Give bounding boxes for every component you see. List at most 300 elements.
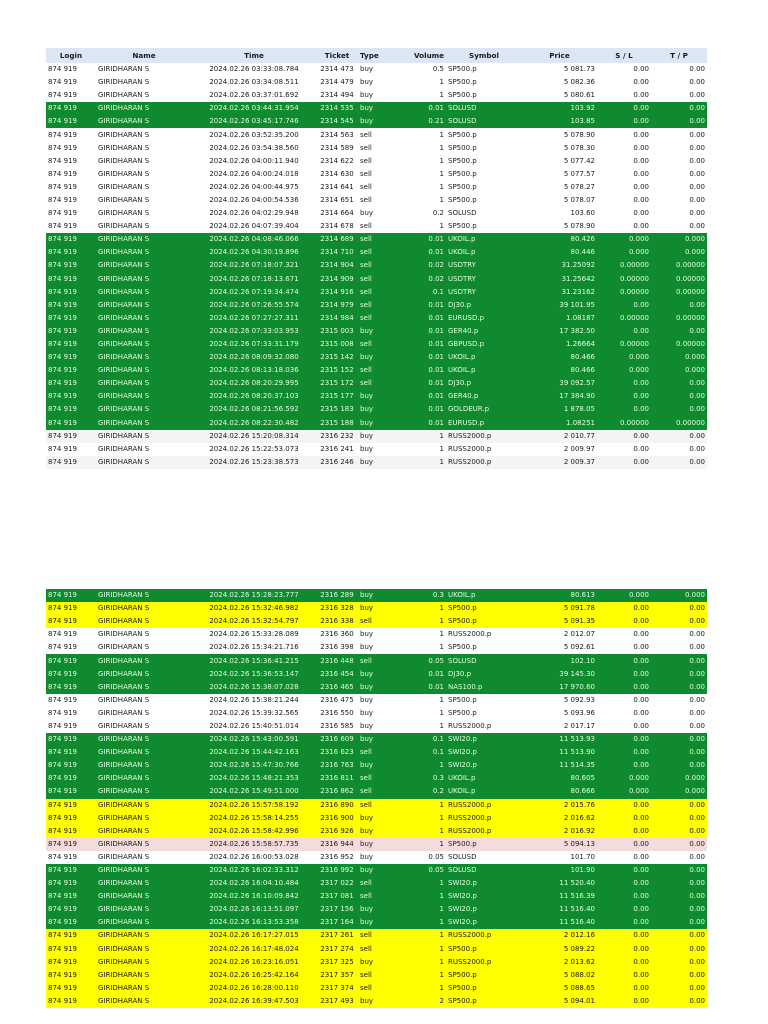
cell-symbol: RUSS2000.p — [446, 929, 522, 942]
cell-price: 2 009.97 — [563, 444, 595, 453]
cell-ticket: 2316 585 — [320, 721, 354, 730]
cell-sl: 0.00 — [597, 825, 651, 838]
table-row — [46, 76, 707, 89]
cell-login: 874 919 — [46, 877, 96, 890]
cell-name: GIRIDHARAN S — [96, 312, 192, 325]
cell-symbol: UKOIL.p — [446, 351, 522, 364]
cell-symbol: GER40.p — [446, 325, 522, 338]
cell-name: GIRIDHARAN S — [96, 246, 192, 259]
cell-price: 2 016.62 — [522, 812, 597, 825]
cell-ticket: 2314 904 — [316, 259, 358, 272]
cell-login: 874 919 — [48, 444, 77, 453]
cell-tp: 0.00 — [689, 143, 705, 152]
cell-ticket: 2316 862 — [316, 785, 358, 798]
cell-ticket: 2316 952 — [320, 852, 354, 861]
cell-symbol: GOLDEUR.p — [446, 403, 522, 416]
cell-time: 2024.02.26 15:22:53.073 — [209, 444, 299, 453]
cell-volume: 1 — [412, 615, 446, 628]
cell-price: 11 516.40 — [522, 903, 597, 916]
cell-price: 5 077.42 — [563, 156, 595, 165]
cell-login: 874 919 — [48, 143, 77, 152]
cell-volume: 1 — [439, 169, 444, 178]
cell-time: 2024.02.26 15:38:21.244 — [209, 695, 299, 704]
cell-symbol: GBPUSD.p — [446, 338, 522, 351]
table-row — [46, 812, 707, 825]
cell-login: 874 919 — [46, 325, 96, 338]
cell-login: 874 919 — [46, 759, 96, 772]
cell-time: 2024.02.26 08:21:56.592 — [192, 403, 316, 416]
table-row — [46, 589, 707, 602]
cell-sl: 0.00000 — [597, 338, 651, 351]
cell-type: sell — [358, 877, 412, 890]
cell-time: 2024.02.26 16:02:33.312 — [192, 864, 316, 877]
cell-type: buy — [358, 759, 412, 772]
cell-volume: 1 — [412, 890, 446, 903]
cell-type: buy — [358, 430, 412, 443]
cell-name: GIRIDHARAN S — [96, 759, 192, 772]
cell-price: 80.613 — [522, 589, 597, 602]
cell-symbol: SP500.p — [448, 182, 477, 191]
cell-symbol: UKOIL.p — [446, 246, 522, 259]
cell-symbol: RUSS2000.p — [448, 721, 492, 730]
cell-volume: 0.01 — [412, 102, 446, 115]
cell-tp: 0.000 — [651, 589, 707, 602]
cell-volume: 1 — [412, 838, 446, 851]
cell-ticket: 2315 183 — [316, 403, 358, 416]
cell-tp: 0.00 — [689, 695, 705, 704]
cell-time: 2024.02.26 15:39:32.565 — [209, 708, 299, 717]
cell-time: 2024.02.26 07:26:55.574 — [192, 299, 316, 312]
cell-symbol: EURUSD.p — [446, 417, 522, 430]
cell-time: 2024.02.26 16:25:42.164 — [192, 969, 316, 982]
cell-price: 80.466 — [522, 351, 597, 364]
cell-name: GIRIDHARAN S — [96, 877, 192, 890]
cell-symbol: SP500.p — [448, 78, 477, 87]
cell-tp: 0.00 — [651, 864, 707, 877]
cell-sl: 0.000 — [597, 351, 651, 364]
cell-ticket: 2316 550 — [320, 708, 354, 717]
cell-sl: 0.00 — [597, 602, 651, 615]
cell-time: 2024.02.26 07:18:07.321 — [192, 259, 316, 272]
cell-ticket: 2315 003 — [316, 325, 358, 338]
cell-time: 2024.02.26 07:27:27.311 — [192, 312, 316, 325]
cell-price: 5 092.61 — [563, 643, 595, 652]
cell-login: 874 919 — [46, 812, 96, 825]
cell-time: 2024.02.26 16:13:53.358 — [192, 916, 316, 929]
cell-type: buy — [358, 903, 412, 916]
cell-price: 11 513.90 — [522, 746, 597, 759]
cell-price: 5 080.61 — [563, 91, 595, 100]
cell-volume: 1 — [412, 812, 446, 825]
cell-type: sell — [358, 943, 412, 956]
cell-login: 874 919 — [48, 852, 77, 861]
cell-ticket: 2314 535 — [316, 102, 358, 115]
cell-symbol: UKOIL.p — [446, 589, 522, 602]
table-row — [46, 877, 707, 890]
cell-ticket: 2316 232 — [316, 430, 358, 443]
cell-login: 874 919 — [46, 377, 96, 390]
cell-price: 5 078.27 — [563, 182, 595, 191]
cell-symbol: SOLUSD — [446, 115, 522, 128]
cell-sl: 0.00 — [597, 430, 651, 443]
cell-volume: 1 — [439, 143, 444, 152]
cell-type: sell — [358, 299, 412, 312]
cell-symbol: SP500.p — [446, 995, 522, 1008]
cell-price: 17 382.50 — [522, 325, 597, 338]
cell-login: 874 919 — [48, 195, 77, 204]
cell-symbol: RUSS2000.p — [446, 456, 522, 469]
cell-time: 2024.02.26 04:00:24.018 — [209, 169, 299, 178]
cell-tp: 0.00 — [689, 130, 705, 139]
cell-tp: 0.00 — [651, 943, 707, 956]
cell-volume: 1 — [412, 969, 446, 982]
table-row — [46, 851, 707, 864]
table-row — [46, 128, 707, 141]
cell-sl: 0.00 — [597, 890, 651, 903]
table-row — [46, 89, 707, 102]
cell-tp: 0.00000 — [651, 259, 707, 272]
header-name: Name — [96, 48, 192, 63]
cell-time: 2024.02.26 15:23:38.573 — [192, 456, 316, 469]
cell-login: 874 919 — [46, 681, 96, 694]
cell-tp: 0.000 — [651, 364, 707, 377]
cell-symbol: SOLUSD — [448, 852, 477, 861]
cell-login: 874 919 — [46, 430, 96, 443]
cell-tp: 0.00 — [689, 182, 705, 191]
cell-price: 80.605 — [522, 772, 597, 785]
cell-type: sell — [358, 969, 412, 982]
table-row — [46, 772, 707, 785]
cell-login: 874 919 — [46, 246, 96, 259]
cell-tp: 0.00 — [651, 403, 707, 416]
cell-volume: 1 — [412, 602, 446, 615]
cell-time: 2024.02.26 08:09:32.080 — [192, 351, 316, 364]
cell-price: 80.426 — [522, 233, 597, 246]
cell-ticket: 2314 979 — [316, 299, 358, 312]
cell-type: buy — [360, 444, 374, 453]
cell-ticket: 2316 246 — [316, 456, 358, 469]
cell-symbol: DJ30.p — [446, 299, 522, 312]
cell-name: GIRIDHARAN S — [96, 929, 192, 942]
cell-sl: 0.000 — [597, 589, 651, 602]
cell-name: GIRIDHARAN S — [96, 838, 192, 851]
cell-symbol: UKOIL.p — [446, 772, 522, 785]
cell-tp: 0.000 — [651, 351, 707, 364]
cell-volume: 1 — [439, 695, 444, 704]
trades-table-top-body — [46, 63, 707, 469]
cell-type: buy — [358, 812, 412, 825]
cell-tp: 0.00 — [651, 956, 707, 969]
cell-login: 874 919 — [48, 91, 77, 100]
cell-type: sell — [358, 654, 412, 667]
cell-ticket: 2314 545 — [316, 115, 358, 128]
cell-symbol: SP500.p — [448, 169, 477, 178]
cell-login: 874 919 — [46, 364, 96, 377]
cell-sl: 0.00 — [633, 130, 649, 139]
cell-price: 101.90 — [522, 864, 597, 877]
cell-type: buy — [358, 102, 412, 115]
cell-time: 2024.02.26 03:54:38.560 — [209, 143, 299, 152]
cell-time: 2024.02.26 16:04:10.484 — [192, 877, 316, 890]
table-row — [46, 903, 707, 916]
cell-name: GIRIDHARAN S — [96, 668, 192, 681]
cell-name: GIRIDHARAN S — [96, 602, 192, 615]
cell-ticket: 2316 338 — [316, 615, 358, 628]
cell-name: GIRIDHARAN S — [98, 721, 150, 730]
cell-price: 31.25642 — [522, 273, 597, 286]
cell-volume: 0.05 — [412, 654, 446, 667]
cell-price: 2 010.77 — [522, 430, 597, 443]
cell-sl: 0.00000 — [597, 273, 651, 286]
table-row — [46, 63, 707, 76]
cell-volume: 0.02 — [412, 273, 446, 286]
cell-ticket: 2314 916 — [316, 286, 358, 299]
cell-name: GIRIDHARAN S — [96, 115, 192, 128]
cell-tp: 0.00 — [651, 615, 707, 628]
cell-type: sell — [360, 156, 372, 165]
cell-time: 2024.02.26 07:18:13.671 — [192, 273, 316, 286]
cell-sl: 0.000 — [597, 364, 651, 377]
cell-name: GIRIDHARAN S — [96, 351, 192, 364]
cell-sl: 0.00 — [633, 721, 649, 730]
cell-tp: 0.00 — [651, 903, 707, 916]
cell-price: 39 101.95 — [522, 299, 597, 312]
cell-symbol: USDTRY — [446, 273, 522, 286]
cell-time: 2024.02.26 15:58:42.996 — [192, 825, 316, 838]
cell-login: 874 919 — [48, 630, 77, 639]
cell-volume: 0.1 — [412, 746, 446, 759]
cell-type: buy — [358, 956, 412, 969]
header-sl: S / L — [597, 48, 651, 63]
cell-login: 874 919 — [48, 209, 77, 218]
cell-volume: 0.3 — [412, 589, 446, 602]
cell-name: GIRIDHARAN S — [96, 259, 192, 272]
cell-name: GIRIDHARAN S — [96, 969, 192, 982]
table-row — [46, 273, 707, 286]
cell-type: sell — [360, 169, 372, 178]
cell-tp: 0.00 — [689, 156, 705, 165]
cell-login: 874 919 — [48, 721, 77, 730]
cell-price: 31.23162 — [522, 286, 597, 299]
cell-tp: 0.00 — [651, 602, 707, 615]
cell-symbol: RUSS2000.p — [446, 799, 522, 812]
cell-name: GIRIDHARAN S — [96, 785, 192, 798]
cell-tp: 0.00 — [689, 721, 705, 730]
table-row — [46, 615, 707, 628]
cell-type: buy — [358, 825, 412, 838]
cell-name: GIRIDHARAN S — [96, 654, 192, 667]
cell-ticket: 2316 398 — [320, 643, 354, 652]
cell-login: 874 919 — [48, 222, 77, 231]
cell-time: 2024.02.26 03:37:01.692 — [209, 91, 299, 100]
table-row — [46, 299, 707, 312]
cell-login: 874 919 — [46, 969, 96, 982]
cell-ticket: 2317 325 — [316, 956, 358, 969]
table-row — [46, 864, 707, 877]
cell-price: 11 516.40 — [522, 916, 597, 929]
cell-time: 2024.02.26 04:00:44.975 — [209, 182, 299, 191]
cell-name: GIRIDHARAN S — [96, 102, 192, 115]
cell-ticket: 2314 479 — [320, 78, 354, 87]
cell-time: 2024.02.26 16:13:51.097 — [192, 903, 316, 916]
cell-tp: 0.00000 — [651, 312, 707, 325]
cell-price: 5 094.13 — [522, 838, 597, 851]
cell-type: buy — [358, 681, 412, 694]
cell-tp: 0.00 — [689, 91, 705, 100]
cell-ticket: 2314 664 — [320, 209, 354, 218]
cell-sl: 0.00 — [633, 156, 649, 165]
cell-sl: 0.00 — [597, 668, 651, 681]
cell-sl: 0.00 — [597, 943, 651, 956]
cell-tp: 0.00 — [651, 681, 707, 694]
cell-type: sell — [358, 312, 412, 325]
cell-tp: 0.00 — [651, 668, 707, 681]
table-row — [46, 456, 707, 469]
table-row — [46, 825, 707, 838]
cell-volume: 1 — [412, 825, 446, 838]
cell-volume: 1 — [439, 78, 444, 87]
cell-volume: 0.01 — [412, 668, 446, 681]
table-row — [46, 668, 707, 681]
cell-symbol: SP500.p — [448, 222, 477, 231]
cell-sl: 0.00 — [633, 209, 649, 218]
cell-volume: 0.1 — [412, 286, 446, 299]
cell-volume: 1 — [439, 708, 444, 717]
cell-name: GIRIDHARAN S — [96, 864, 192, 877]
cell-login: 874 919 — [46, 864, 96, 877]
cell-type: sell — [360, 182, 372, 191]
cell-price: 5 081.73 — [563, 65, 595, 74]
cell-symbol: SWI20.p — [446, 759, 522, 772]
cell-sl: 0.00 — [597, 956, 651, 969]
table-row — [46, 890, 707, 903]
cell-login: 874 919 — [48, 130, 77, 139]
table-row — [46, 417, 707, 430]
cell-login: 874 919 — [48, 156, 77, 165]
cell-time: 2024.02.26 03:52:35.200 — [209, 130, 299, 139]
cell-sl: 0.00 — [633, 630, 649, 639]
cell-tp: 0.00 — [651, 995, 707, 1008]
cell-ticket: 2314 710 — [316, 246, 358, 259]
table-row — [46, 403, 707, 416]
header-volume: Volume — [412, 48, 446, 63]
cell-type: sell — [358, 772, 412, 785]
cell-price: 5 093.96 — [563, 708, 595, 717]
cell-volume: 0.01 — [412, 312, 446, 325]
cell-type: sell — [358, 746, 412, 759]
cell-tp: 0.00 — [689, 630, 705, 639]
cell-time: 2024.02.26 16:10:09.842 — [192, 890, 316, 903]
cell-price: 1 878.05 — [522, 403, 597, 416]
cell-time: 2024.02.26 16:23:16.051 — [192, 956, 316, 969]
trades-table-bottom-body — [46, 589, 707, 1008]
cell-ticket: 2314 909 — [316, 273, 358, 286]
cell-time: 2024.02.26 03:34:08.511 — [209, 78, 299, 87]
table-row — [46, 707, 707, 720]
header-time: Time — [192, 48, 316, 63]
cell-volume: 1 — [412, 956, 446, 969]
trades-table-top — [46, 48, 707, 469]
cell-time: 2024.02.26 15:32:46.982 — [192, 602, 316, 615]
cell-type: buy — [358, 838, 412, 851]
cell-login: 874 919 — [48, 708, 77, 717]
cell-sl: 0.00 — [597, 877, 651, 890]
cell-symbol: SP500.p — [448, 643, 477, 652]
cell-name: GIRIDHARAN S — [96, 325, 192, 338]
cell-symbol: UKOIL.p — [446, 785, 522, 798]
cell-time: 2024.02.26 15:28:23.777 — [192, 589, 316, 602]
cell-login: 874 919 — [46, 602, 96, 615]
cell-symbol: SWI20.p — [446, 916, 522, 929]
cell-tp: 0.00 — [689, 852, 705, 861]
cell-time: 2024.02.26 04:02:29.948 — [209, 209, 299, 218]
cell-time: 2024.02.26 16:28:00.110 — [192, 982, 316, 995]
cell-tp: 0.00 — [651, 969, 707, 982]
cell-symbol: SP500.p — [448, 91, 477, 100]
cell-sl: 0.00 — [633, 643, 649, 652]
cell-login: 874 919 — [46, 351, 96, 364]
cell-time: 2024.02.26 15:36:41.215 — [192, 654, 316, 667]
cell-tp: 0.000 — [651, 246, 707, 259]
cell-type: sell — [358, 785, 412, 798]
cell-time: 2024.02.26 04:08:46.066 — [192, 233, 316, 246]
cell-type: sell — [358, 273, 412, 286]
cell-volume: 1 — [439, 444, 444, 453]
table-row — [46, 969, 707, 982]
cell-login: 874 919 — [46, 838, 96, 851]
cell-volume: 2 — [412, 995, 446, 1008]
cell-sl: 0.00 — [597, 864, 651, 877]
cell-sl: 0.00 — [597, 746, 651, 759]
cell-ticket: 2316 475 — [320, 695, 354, 704]
cell-sl: 0.00 — [597, 995, 651, 1008]
cell-volume: 0.01 — [412, 246, 446, 259]
cell-login: 874 919 — [46, 259, 96, 272]
cell-name: GIRIDHARAN S — [98, 78, 150, 87]
cell-volume: 1 — [412, 456, 446, 469]
cell-login: 874 919 — [46, 785, 96, 798]
table-row — [46, 194, 707, 207]
cell-tp: 0.00000 — [651, 417, 707, 430]
cell-price: 5 094.01 — [522, 995, 597, 1008]
cell-time: 2024.02.26 04:00:54.536 — [209, 195, 299, 204]
cell-volume: 0.01 — [412, 403, 446, 416]
table-row — [46, 181, 707, 194]
cell-name: GIRIDHARAN S — [96, 417, 192, 430]
cell-tp: 0.00 — [651, 102, 707, 115]
table-row — [46, 115, 707, 128]
cell-type: buy — [360, 209, 374, 218]
cell-ticket: 2316 900 — [316, 812, 358, 825]
cell-time: 2024.02.26 04:30:19.896 — [192, 246, 316, 259]
cell-sl: 0.00000 — [597, 286, 651, 299]
cell-symbol: SWI20.p — [446, 746, 522, 759]
cell-ticket: 2316 465 — [316, 681, 358, 694]
cell-name: GIRIDHARAN S — [98, 222, 150, 231]
trades-table-bottom — [46, 589, 707, 1008]
cell-ticket: 2317 164 — [316, 916, 358, 929]
cell-name: GIRIDHARAN S — [96, 364, 192, 377]
cell-tp: 0.00 — [651, 982, 707, 995]
cell-ticket: 2314 589 — [320, 143, 354, 152]
cell-tp: 0.00 — [651, 890, 707, 903]
cell-tp: 0.00 — [651, 733, 707, 746]
cell-volume: 1 — [412, 877, 446, 890]
cell-name: GIRIDHARAN S — [98, 708, 150, 717]
cell-symbol: SP500.p — [448, 195, 477, 204]
cell-symbol: SP500.p — [448, 143, 477, 152]
cell-symbol: SP500.p — [446, 602, 522, 615]
